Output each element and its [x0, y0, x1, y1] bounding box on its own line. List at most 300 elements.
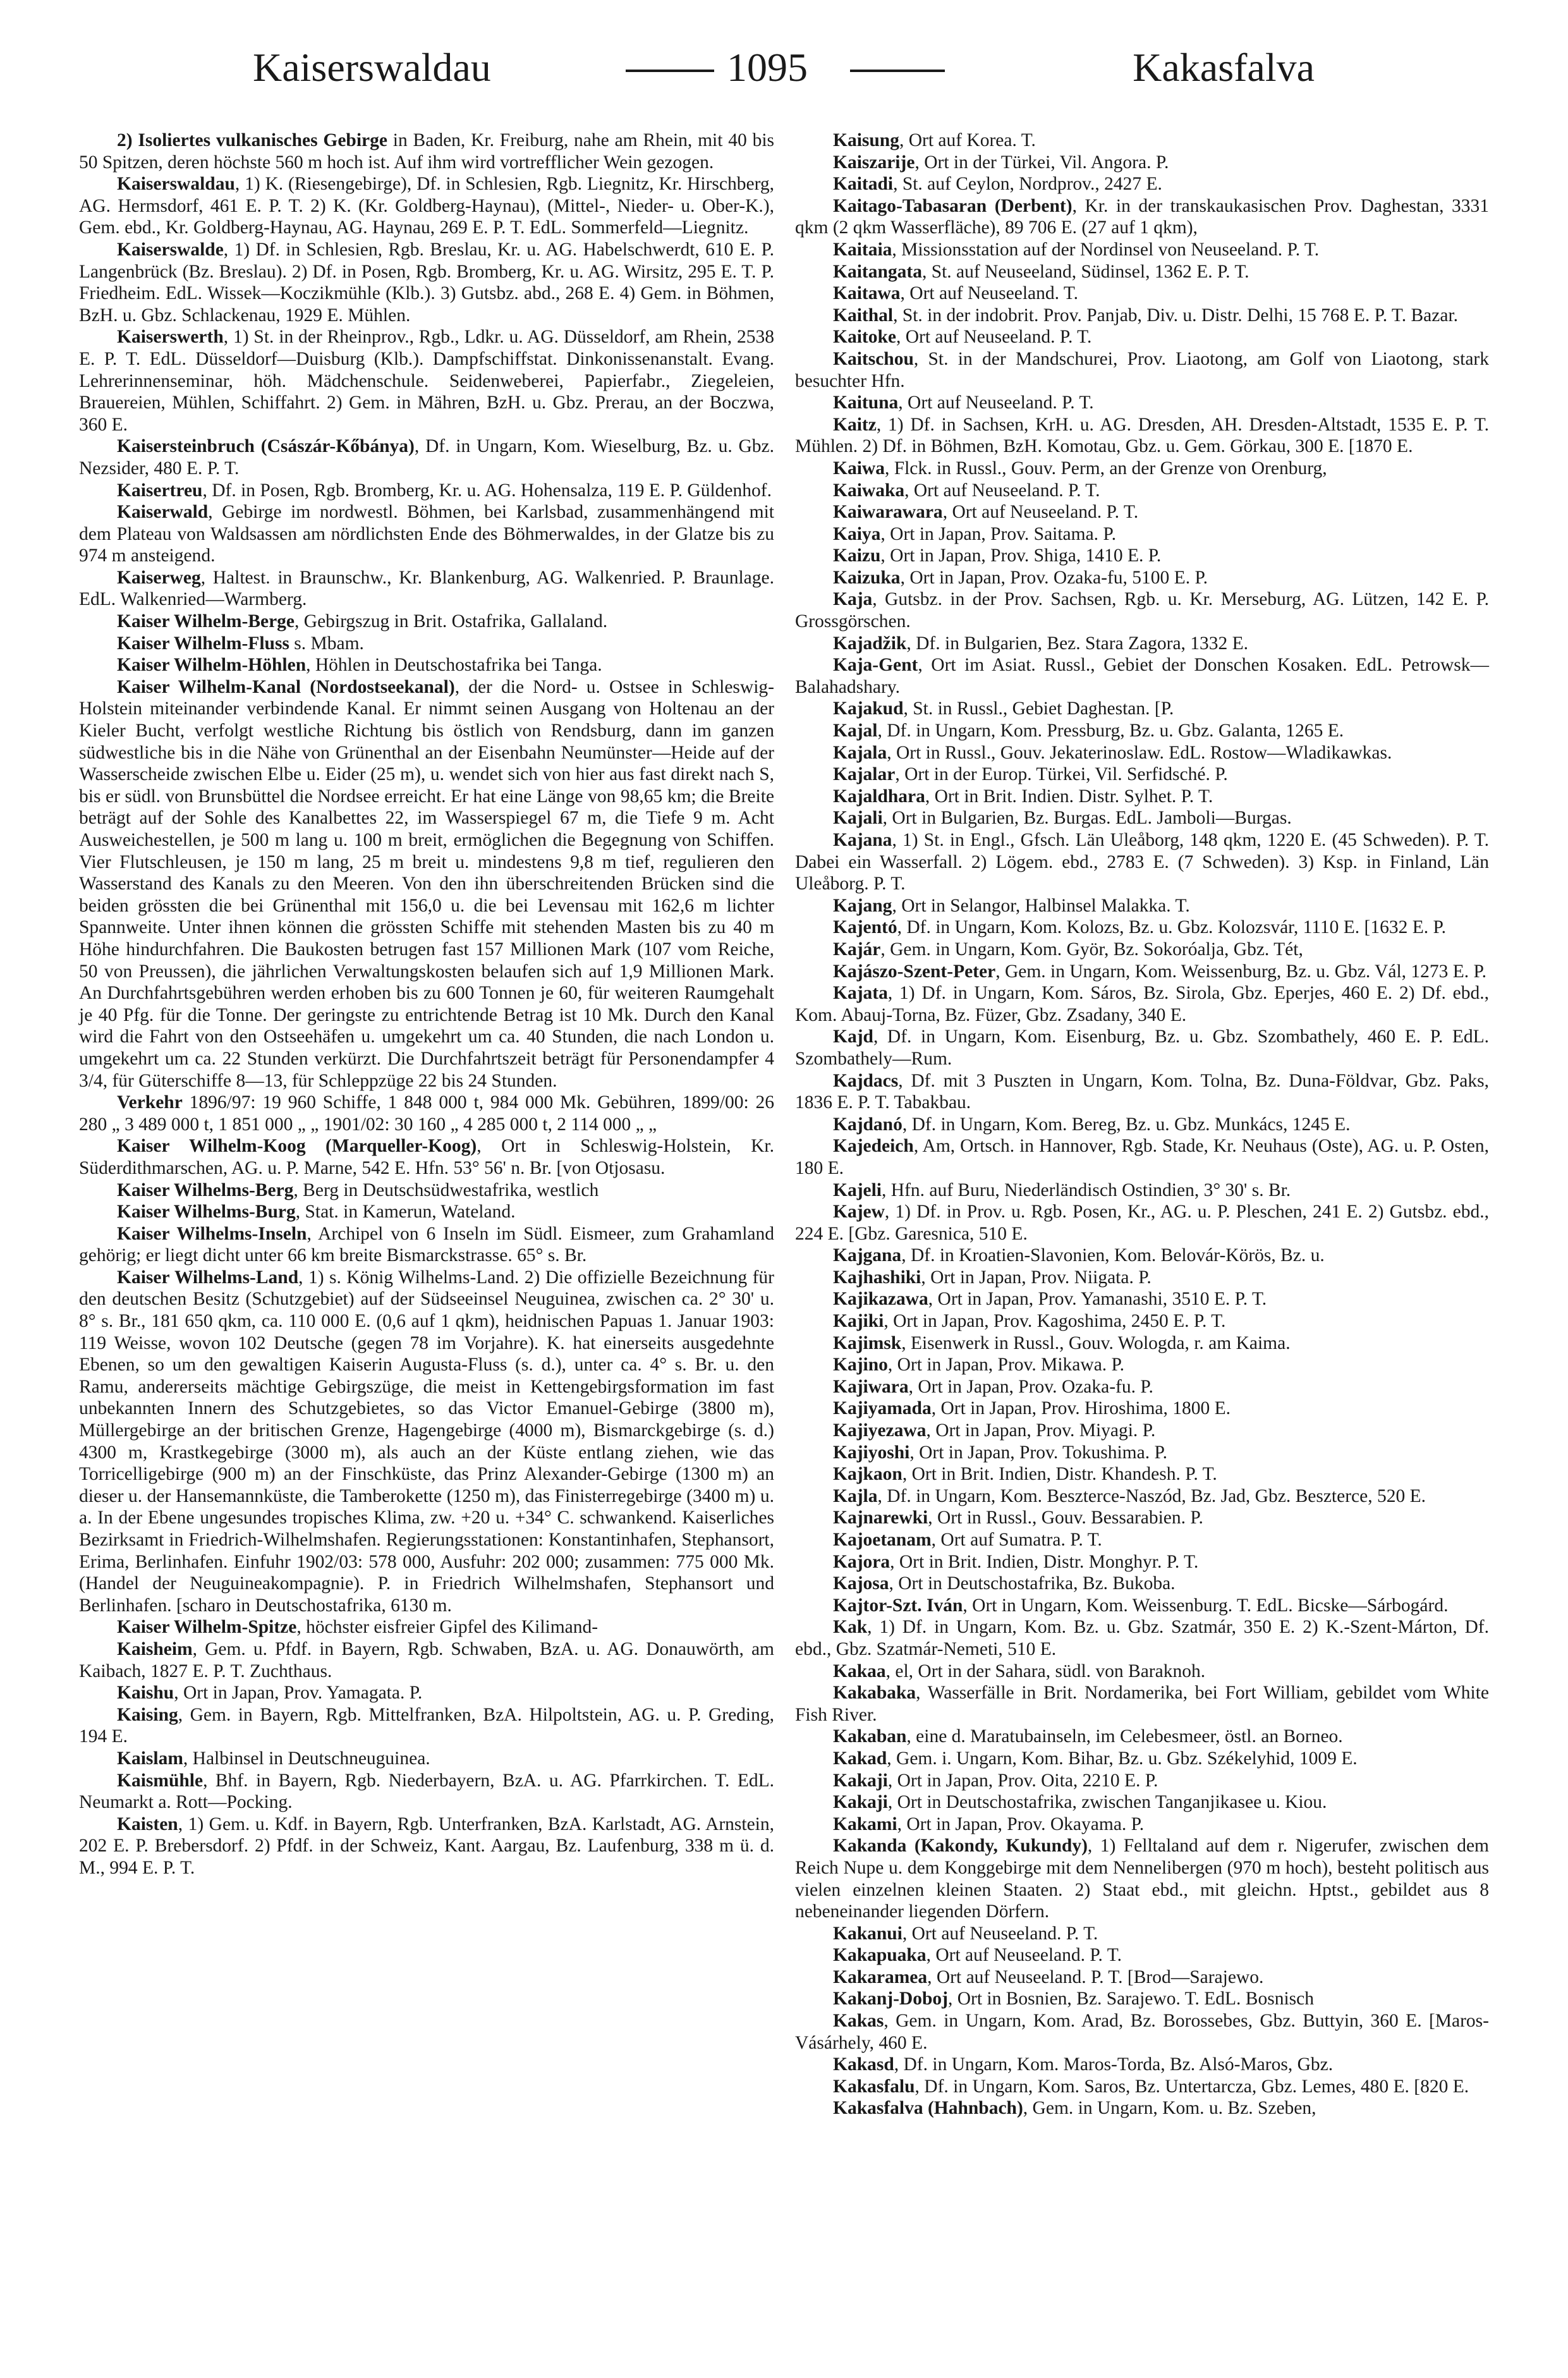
entry-headword: Kakapuaka [833, 1945, 927, 1966]
entry-text: , Berg in Deutschsüdwestafrika, westlich [293, 1180, 599, 1200]
entry-headword: Kajiwara [833, 1376, 909, 1397]
dictionary-entry [795, 1551, 1489, 1573]
dictionary-entry [795, 305, 1489, 327]
entry-headword: Kaiwaka [833, 480, 905, 501]
entry-text: , Missionsstation auf der Nordinsel von Neuseeland. P. T. [892, 239, 1320, 260]
entry-text: , Bhf. in Bayern, Rgb. Niederbayern, BzA. u. AG. Pfarrkirchen. T. EdL. Neumarkt a. Rott—Pocking. [79, 1770, 774, 1813]
dictionary-entry [79, 567, 774, 611]
dictionary-entry [795, 1180, 1489, 1202]
dictionary-entry [795, 1791, 1489, 1814]
dictionary-entry [795, 1463, 1489, 1485]
dictionary-entry [79, 633, 774, 655]
entry-text: , Flck. in Russl., Gouv. Perm, an der Grenze von Orenburg, [884, 458, 1327, 479]
dictionary-entry [795, 588, 1489, 632]
dictionary-entry [795, 567, 1489, 589]
dictionary-entry [795, 458, 1489, 480]
entry-text: , St. auf Ceylon, Nordprov., 2427 E. [893, 174, 1162, 195]
entry-text: , Ort auf Neuseeland. T. [900, 283, 1079, 304]
entry-headword: Kaja-Gent [833, 655, 918, 676]
entry-text: , 1) Df. in Sachsen, KrH. u. AG. Dresden, AH. Dresden-Altstadt, 1535 E. P. T. Mühlen. 2) Df. in Böhmen, BzH. Komotau, Gbz. u. Gem. Görkau, 300 E. [1870 E. [795, 414, 1489, 457]
entry-text: , St. in der indobrit. Prov. Panjab, Div. u. Distr. Delhi, 15 768 E. P. T. Bazar. [893, 305, 1459, 326]
dictionary-entry [795, 807, 1489, 829]
entry-text: , Ort in Brit. Indien, Distr. Khandesh. P. T. [902, 1464, 1217, 1485]
entry-text: , 1) s. König Wilhelms-Land. 2) Die offizielle Bezeichnung für den deutschen Besitz (Schutzgebiet) auf der Südseeinsel Neuguinea, zwischen ca. 2° 30' u. 8° s. Br., 181 650 qkm, ca. 110 000 E. (0,6 auf 1 qkm), heidnischen Papuas 1. Januar 1903: 119 Weisse, wovon 102 Deutsche (gegen 78 im Vorjahre). K. hat einerseits ausgedehnte Ebenen, so um den gewaltigen Kaiserin Augusta-Fluss (s. d.), unter ca. 4° s. Br. u. den Ramu, andererseits mächtige Gebirgszüge, die meist in Kettengebirgsformation im fast unbekannten Innern des Schutzgebietes, so das Victor Emanuel-Gebirge (3800 m), Müllergebirge an der britischen Grenze, Hagengebirge (4000 m), Bismarckgebirge (s. d.) 4300 m, Krastkegebirge (3000 m), als auch an der Küste entlang ziehen, wie das Torricelligebirge (900 m) an der Finschküste, das Prinz Alexander-Gebirge (1300 m) an dieser u. der Hansemannküste, die Tamberokette (1250 m), das Finisterregebirge (3400 m) u. a. In der Ebene ungesundes tropisches Klima, zw. +20 u. +34° C. schwankend. Kaiserliches Bezirksamt in Friedrich-Wilhelmshafen. Regierungsstationen: Konstantinhafen, Stephansort, Erima, Berlinhafen. Einfuhr 1902/03: 578 000, Ausfuhr: 202 000; zusammen: 775 000 Mk. (Handel der Neuguineakompagnie). P. in Friedrich Wilhelmshafen, Stephansort und Berlinhafen. [scharo in Deutschostafrika, 6130 m. [79, 1267, 775, 1616]
entry-text: , Df. in Ungarn, Kom. Beszterce-Naszód, Bz. Jad, Gbz. Beszterce, 520 E. [877, 1485, 1426, 1506]
entry-text: , Ort im Asiat. Russl., Gebiet der Donschen Kosaken. EdL. Petrowsk—Balahadshary. [795, 655, 1489, 697]
entry-text: in Baden, Kr. Freiburg, nahe am Rhein, mit 40 bis 50 Spitzen, deren höchste 560 m hoch ist. Auf ihm wird vortrefflicher Wein gezogen. [79, 130, 774, 173]
dictionary-entry [79, 173, 774, 239]
dictionary-entry [795, 1595, 1489, 1617]
entry-text: , Df. in Ungarn, Kom. Wieselburg, Bz. u. Gbz. Nezsider, 480 E. P. T. [79, 436, 774, 479]
dictionary-entry [795, 1398, 1489, 1420]
dictionary-entry [79, 1638, 774, 1682]
dictionary-entry [795, 829, 1489, 895]
entry-headword: Kajászo-Szent-Peter [833, 961, 996, 982]
entry-text: , Ort in Japan, Prov. Yamagata. P. [174, 1683, 423, 1704]
entry-text: , Ort auf Neuseeland. P. T. [Brod—Sarajewo. [927, 1966, 1264, 1987]
entry-text: , Df. in Posen, Rgb. Bromberg, Kr. u. AG. Hohensalza, 119 E. P. Güldenhof. [202, 480, 772, 501]
entry-text: , Ort in Bulgarien, Bz. Burgas. EdL. Jamboli—Burgas. [882, 808, 1292, 829]
entry-text: , Gem. i. Ungarn, Kom. Bihar, Bz. u. Gbz. Székelyhid, 1009 E. [887, 1748, 1358, 1769]
dictionary-entry [795, 173, 1489, 195]
entry-text: , 1) Felltaland auf dem r. Nigerufer, zwischen dem Reich Nupe u. dem Konggebirge mit dem Nennelibergen (970 m hoch), besteht politisch aus vielen einzelnen kleinen Staaten. 2) Staat ebd., mit gleichn. Hptst., gebildet aus 8 nebeneinander liegenden Dörfern. [795, 1836, 1489, 1922]
page-number: 1095 [727, 45, 808, 90]
entry-headword: Kaisheim [117, 1638, 193, 1659]
entry-headword: Kajal [833, 721, 878, 741]
dictionary-entry [79, 1704, 774, 1748]
entry-text: , Gebirgszug in Brit. Ostafrika, Gallaland. [295, 611, 608, 632]
dictionary-entry [795, 1661, 1489, 1683]
dictionary-entry [795, 720, 1489, 742]
entry-headword: Kajana [833, 830, 892, 850]
entry-headword: Kaizuka [833, 567, 901, 588]
entry-headword: Kaitawa [833, 283, 901, 304]
entry-headword: Kakaa [833, 1661, 886, 1681]
entry-headword: Kajhashiki [833, 1267, 921, 1288]
entry-headword: Kakaji [833, 1770, 888, 1791]
entry-headword: Kakasfalva (Hahnbach) [833, 2098, 1023, 2119]
dictionary-entry [79, 1814, 774, 1879]
entry-headword: Kajala [833, 742, 887, 763]
dictionary-entry [795, 1354, 1489, 1376]
dictionary-entry [795, 152, 1489, 174]
entry-headword: Kajosa [833, 1573, 889, 1594]
dictionary-entry [795, 414, 1489, 458]
header-dash-left [626, 70, 714, 72]
dictionary-entry [795, 982, 1489, 1026]
entry-text: , St. in der Mandschurei, Prov. Liaotong, am Golf von Liaotong, stark besuchter Hfn. [795, 348, 1489, 391]
entry-headword: Kajgana [833, 1245, 902, 1266]
entry-headword: Kajew [833, 1202, 885, 1223]
entry-text: , Höhlen in Deutschostafrika bei Tanga. [306, 655, 602, 676]
dictionary-entry [795, 545, 1489, 567]
dictionary-entry [795, 1748, 1489, 1770]
dictionary-entry [795, 348, 1489, 392]
dictionary-entry [79, 654, 774, 676]
dictionary-entry [795, 1682, 1489, 1726]
entry-headword: Kajaldhara [833, 786, 925, 807]
dictionary-entry [795, 1026, 1489, 1070]
entry-text: , 1) Df. in Ungarn, Kom. Bz. u. Gbz. Szatmár, 350 E. 2) K.-Szent-Márton, Df. ebd., Gbz. Szatmár-Nemeti, 510 E. [795, 1617, 1489, 1659]
entry-text: , Ort in Ungarn, Kom. Weissenburg. T. EdL. Bicske—Sárbogárd. [963, 1595, 1449, 1616]
dictionary-entry [795, 130, 1489, 152]
dictionary-entry [79, 1223, 774, 1267]
entry-headword: Kaitadi [833, 174, 894, 195]
entry-headword: Kakas [833, 2011, 884, 2032]
left-column [79, 130, 774, 1879]
dictionary-entry [795, 283, 1489, 305]
header-left-keyword: Kaiserswaldau [253, 45, 491, 90]
dictionary-entry [795, 1332, 1489, 1355]
entry-text: , Ort in Japan, Prov. Shiga, 1410 E. P. [880, 546, 1162, 566]
entry-headword: Kajiyoshi [833, 1442, 910, 1463]
dictionary-entry [795, 392, 1489, 414]
dictionary-entry [79, 436, 774, 479]
entry-headword: Kajali [833, 808, 883, 829]
entry-text: , Ort auf Sumatra. P. T. [931, 1530, 1102, 1550]
dictionary-entry [795, 480, 1489, 502]
entry-text: , 1) Df. in Ungarn, Kom. Sáros, Bz. Sirola, Gbz. Eperjes, 460 E. 2) Df. ebd., Kom. Abauj-Torna, Bz. Füzer, Gbz. Zsadany, 340 E. [795, 983, 1489, 1025]
dictionary-entry [795, 1529, 1489, 1551]
dictionary-entry [795, 1835, 1489, 1922]
dictionary-entry [79, 1092, 774, 1135]
entry-text: , Stat. in Kamerun, Wateland. [295, 1202, 516, 1223]
dictionary-entry [79, 1748, 774, 1770]
entry-headword: Kaithal [833, 305, 894, 326]
entry-text: , Ort in Japan, Prov. Kagoshima, 2450 E. P. T. [884, 1311, 1226, 1332]
entry-headword: Kajata [833, 983, 888, 1004]
dictionary-entry [795, 1507, 1489, 1529]
dictionary-entry [795, 939, 1489, 961]
entry-headword: Kaitangata [833, 261, 922, 282]
dictionary-entry [795, 523, 1489, 546]
entry-text: , Wasserfälle in Brit. Nordamerika, bei Fort William, gebildet vom White Fish River. [795, 1683, 1489, 1725]
entry-headword: Kajoetanam [833, 1530, 932, 1550]
dictionary-entry [795, 1726, 1489, 1748]
dictionary-entry [795, 1376, 1489, 1398]
dictionary-entry [795, 261, 1489, 283]
entry-text: , Gem. in Ungarn, Kom. Arad, Bz. Borossebes, Gbz. Buttyin, 360 E. [Maros-Vásárhely, 460 E. [795, 2011, 1489, 2053]
entry-headword: Kajkaon [833, 1464, 903, 1485]
entry-headword: Kaizu [833, 546, 881, 566]
dictionary-entry [795, 742, 1489, 764]
dictionary-entry [795, 1420, 1489, 1442]
entry-headword: Kajd [833, 1027, 873, 1047]
entry-headword: Verkehr [117, 1092, 183, 1113]
entry-text: , Eisenwerk in Russl., Gouv. Wologda, r. am Kaima. [901, 1332, 1291, 1353]
entry-text: , Ort auf Neuseeland. P. T. [926, 1945, 1122, 1966]
entry-headword: Kaislam [117, 1748, 183, 1769]
entry-headword: Kajeli [833, 1180, 882, 1200]
entry-headword: Kaishu [117, 1683, 174, 1704]
dictionary-entry [795, 1245, 1489, 1267]
dictionary-entry [795, 1770, 1489, 1792]
dictionary-entry [795, 654, 1489, 698]
entry-text: , Archipel von 6 Inseln im Südl. Eismeer, zum Grahamland gehörig; er liegt dicht unter 66 km breite Bismarckstrasse. 65° s. Br. [79, 1223, 774, 1266]
dictionary-entry [79, 1180, 774, 1202]
page-header [253, 44, 1315, 107]
entry-headword: Kaiserswaldau [117, 174, 235, 195]
entry-headword: Kajimsk [833, 1332, 902, 1353]
entry-headword: Kaiser Wilhelm-Fluss [117, 633, 289, 654]
dictionary-entry [79, 1267, 774, 1617]
entry-headword: Kaja [833, 589, 873, 610]
dictionary-entry [795, 2097, 1489, 2119]
entry-headword: Kajiyezawa [833, 1420, 927, 1441]
entry-text: , Ort in Russl., Gouv. Jekaterinoslaw. EdL. Rostow—Wladikawkas. [887, 742, 1392, 763]
entry-headword: Kakad [833, 1748, 887, 1769]
dictionary-entry [79, 501, 774, 567]
entry-text: , Ort auf Neuseeland. P. T. [902, 1923, 1098, 1944]
entry-text: , Ort in Japan, Prov. Tokushima. P. [909, 1442, 1167, 1463]
entry-text: , 1) Df. in Prov. u. Rgb. Posen, Kr., AG. u. P. Pleschen, 241 E. 2) Gutsbz. ebd., 224 E. [Gbz. Garesnica, 510 E. [795, 1202, 1489, 1244]
entry-text: , Halbinsel in Deutschneuguinea. [183, 1748, 430, 1769]
dictionary-entry [79, 326, 774, 436]
entry-headword: Kaising [117, 1704, 178, 1725]
entry-headword: Kaitaia [833, 239, 892, 260]
entry-headword: Kaiser Wilhelm-Berge [117, 611, 295, 632]
entry-headword: Kaiserweg [117, 567, 201, 588]
dictionary-entry [79, 1770, 774, 1814]
dictionary-entry [795, 895, 1489, 917]
entry-headword: Kaituna [833, 393, 899, 413]
entry-headword: Kakami [833, 1814, 897, 1834]
entry-headword: Kaisersteinbruch (Császár-Kőbánya) [117, 436, 415, 457]
entry-text: , Ort in Japan, Prov. Yamanashi, 3510 E. P. T. [928, 1289, 1267, 1310]
dictionary-entry [795, 326, 1489, 348]
entry-text: , Ort in Japan, Prov. Oita, 2210 E. P. [887, 1770, 1158, 1791]
entry-headword: Kaitago-Tabasaran (Derbent) [833, 195, 1073, 216]
entry-text: , Ort in Brit. Indien. Distr. Sylhet. P. T. [925, 786, 1213, 807]
dictionary-entry [795, 1573, 1489, 1595]
dictionary-entry [795, 786, 1489, 808]
entry-text: , Ort in Russl., Gouv. Bessarabien. P. [928, 1508, 1203, 1528]
entry-text: , Df. mit 3 Puszten in Ungarn, Kom. Tolna, Bz. Duna-Földvar, Gbz. Paks, 1836 E. P. T. Tabakbau. [795, 1070, 1489, 1113]
entry-text: , Ort auf Neuseeland. P. T. [942, 502, 1139, 523]
entry-headword: Kaiser Wilhelm-Kanal (Nordostseekanal) [117, 676, 455, 697]
entry-headword: Kajakud [833, 698, 904, 719]
entry-headword: Kaitz [833, 414, 877, 435]
entry-headword: Kajnarewki [833, 1508, 928, 1528]
dictionary-entry [795, 239, 1489, 261]
entry-headword: Kajtor-Szt. Iván [833, 1595, 963, 1616]
entry-headword: Kak [833, 1617, 868, 1638]
entry-headword: Kaiser Wilhelm-Spitze [117, 1617, 297, 1638]
entry-headword: Kakaji [833, 1792, 888, 1813]
dictionary-entry [795, 633, 1489, 655]
entry-headword: Kaitschou [833, 348, 914, 369]
dictionary-entry [795, 2076, 1489, 2098]
entry-text: , 1) K. (Riesengebirge), Df. in Schlesien, Rgb. Liegnitz, Kr. Hirschberg, AG. Hermsdorf, 461 E. P. T. 2) K. (Kr. Goldberg-Haynau), (Mittel-, Nieder- u. Ober-K.), Gem. ebd., Kr. Goldberg-Haynau, AG. Haynau, 269 E. P. T. EdL. Sommerfeld—Liegnitz. [79, 174, 774, 238]
entry-headword: Kakabaka [833, 1683, 916, 1704]
entry-headword: Kaiser Wilhelm-Höhlen [117, 655, 307, 676]
entry-headword: Kajdacs [833, 1070, 899, 1091]
entry-headword: Kajentó [833, 917, 897, 938]
entry-text: , Ort in Japan, Prov. Mikawa. P. [887, 1355, 1125, 1375]
entry-text: , Ort in der Europ. Türkei, Vil. Serfidsché. P. [895, 764, 1228, 785]
dictionary-entry [795, 501, 1489, 523]
entry-text: , Gem. in Ungarn, Kom. Györ, Bz. Sokoróalja, Gbz. Tét, [880, 939, 1303, 960]
entry-text: , Ort in Japan, Prov. Ozaka-fu, 5100 E. P. [900, 567, 1208, 588]
entry-text: , Ort in Japan, Prov. Saitama. P. [880, 523, 1116, 544]
entry-text: , Ort in der Türkei, Vil. Angora. P. [915, 152, 1169, 173]
entry-text: , St. auf Neuseeland, Südinsel, 1362 E. P. T. [921, 261, 1249, 282]
entry-text: , Gem. in Ungarn, Kom. u. Bz. Szeben, [1023, 2098, 1316, 2119]
entry-text: , Df. in Ungarn, Kom. Pressburg, Bz. u. Gbz. Galanta, 1265 E. [877, 721, 1344, 741]
dictionary-entry [79, 1616, 774, 1638]
entry-text: , Gem. in Bayern, Rgb. Mittelfranken, BzA. Hilpoltstein, AG. u. P. Greding, 194 E. [79, 1704, 774, 1747]
entry-text: , Ort in Deutschostafrika, zwischen Tanganjikasee u. Kiou. [887, 1792, 1327, 1813]
entry-headword: Kaiser Wilhelms-Burg [117, 1202, 296, 1223]
dictionary-entry [795, 1135, 1489, 1179]
entry-headword: Kakaramea [833, 1966, 928, 1987]
dictionary-entry [79, 1201, 774, 1223]
dictionary-entry [795, 1310, 1489, 1332]
entry-text: , Df. in Kroatien-Slavonien, Kom. Belovár-Körös, Bz. u. [901, 1245, 1325, 1266]
entry-headword: Kaiser Wilhelms-Inseln [117, 1223, 307, 1244]
entry-headword: Kaiserswerth [117, 327, 224, 348]
dictionary-entry [795, 917, 1489, 939]
entry-headword: Kajalar [833, 764, 896, 785]
entry-headword: Kajdanó [833, 1114, 903, 1135]
dictionary-entry [795, 1966, 1489, 1989]
entry-text: , Kr. in der transkaukasischen Prov. Daghestan, 3331 qkm (2 qkm Wasserfläche), 89 706 E. (27 auf 1 qkm), [795, 195, 1490, 238]
dictionary-entry [795, 1267, 1489, 1289]
right-column [795, 130, 1489, 2119]
entry-headword: Kakasfalu [833, 2076, 915, 2097]
entry-text: , Ort in Schleswig-Holstein, Kr. Süderdithmarschen, AG. u. P. Marne, 542 E. Hfn. 53° 56' n. Br. [von Otjosasu. [79, 1136, 774, 1178]
entry-text: , Ort in Selangor, Halbinsel Malakka. T. [892, 895, 1190, 916]
entry-headword: Kaiwarawara [833, 502, 943, 523]
entry-text: , 1) Df. in Schlesien, Rgb. Breslau, Kr. u. AG. Habelschwerdt, 610 E. P. Langenbrück (Bz. Breslau). 2) Df. in Posen, Rgb. Bromberg, Kr. u. AG. Wirsitz, 295 E. T. P. Friedheim. EdL. Wissek—Koczikmühle (Klb.). 3) Gutsbz. abd., 268 E. 4) Gem. in Böhmen, BzH. u. Gbz. Schlackenau, 1929 E. Mühlen. [79, 239, 774, 326]
entry-headword: Kajiki [833, 1311, 884, 1332]
entry-headword: Kakaban [833, 1726, 907, 1747]
entry-text: , Gebirge im nordwestl. Böhmen, bei Karlsbad, zusammenhängend mit dem Plateau von Waldsassen am nördlichsten Ende des Böhmerwaldes, in der Glatze bis zu 974 m ansteigend. [79, 502, 774, 566]
entry-text: , Df. in Ungarn, Kom. Kolozs, Bz. u. Gbz. Kolozsvár, 1110 E. [1632 E. P. [897, 917, 1446, 938]
entry-text: , Gem. in Ungarn, Kom. Weissenburg, Bz. u. Gbz. Vál, 1273 E. P. [995, 961, 1487, 982]
entry-headword: 2) Isoliertes vulkanisches Gebirge [117, 130, 387, 150]
entry-headword: Kaiwa [833, 458, 885, 479]
entry-text: s. Mbam. [289, 633, 364, 654]
entry-text: , Gem. u. Pfdf. in Bayern, Rgb. Schwaben, BzA. u. AG. Donauwörth, am Kaibach, 1827 E. P. T. Zuchthaus. [79, 1638, 774, 1681]
entry-headword: Kaiser Wilhelms-Land [117, 1267, 299, 1288]
entry-text: , St. in Russl., Gebiet Daghestan. [P. [903, 698, 1174, 719]
dictionary-entry [795, 961, 1489, 983]
entry-headword: Kaismühle [117, 1770, 204, 1791]
dictionary-entry [795, 1814, 1489, 1836]
dictionary-entry [795, 1923, 1489, 1945]
entry-headword: Kaiserwald [117, 502, 209, 523]
dictionary-entry [79, 239, 774, 326]
entry-text: , Df. in Ungarn, Kom. Bereg, Bz. u. Gbz. Munkács, 1245 E. [902, 1114, 1351, 1135]
dictionary-entry [795, 1442, 1489, 1464]
dictionary-entry [795, 1114, 1489, 1136]
entry-headword: Kajedeich [833, 1136, 914, 1157]
entry-headword: Kajla [833, 1485, 878, 1506]
dictionary-entry [79, 676, 774, 1092]
entry-headword: Kajora [833, 1551, 890, 1572]
entry-text: , Df. in Ungarn, Kom. Eisenburg, Bz. u. Gbz. Szombathely, 460 E. P. EdL. Szombathely—Rum. [795, 1027, 1489, 1069]
dictionary-entry [795, 1485, 1489, 1508]
dictionary-entry [795, 1201, 1489, 1245]
entry-text: , der die Nord- u. Ostsee in Schleswig-Holstein miteinander verbindende Kanal. Er nimmt seinen Ausgang von Holtenau an der Kieler Bucht, verfolgt westliche Richtung bis östlich von Rendsburg, dann im ganzen südwestliche bis in die Nähe von Grünenthal an der Eisenbahn Neumünster—Heide auf der Wasserscheide zwischen Elbe u. Eider (25 m), u. wendet sich von hier aus fast direkt nach S, bis er südl. von Brunsbüttel die Nordsee erreicht. Er hat eine Länge von 98,65 km; die Breite beträgt auf der Sohle des Kanalbettes 22, im Wasserspiegel 67 m, die Tiefe 9 m. Acht Ausweichestellen, je 500 m lang u. 100 m breit, ermöglichen die Begegnung von Schiffen. Vier Flutschleusen, je 150 m lang, 25 m breit u. mindestens 9,8 m tief, regulieren den Wasserstand des Kanals zu den Meeren. Von den ihn überschreitenden Brücken sind die beiden grössten die bei Grünenthal mit 156,0 u. die bei Levensau mit 162,6 m lichter Spannweite. Unter ihnen können die grössten Schiffe mit stehenden Masten bis zu 40 m Höhe hindurchfahren. Die Baukosten betrugen fast 157 Millionen Mark (107 vom Reiche, 50 von Preussen), die jährlichen Verwaltungskosten belaufen sich auf 1,9 Millionen Mark. An Durchfahrtsgebühren werden erhoben bis zu 600 Tonnen je 60, für weiteren Raumgehalt je 40 Pfg. für die Tonne. Der geringste zu entrichtende Betrag ist 10 Mk. Durch den Kanal wird die Fahrt von den Ostseehäfen u. umgekehrt um ca. 40 Stunden, die nach London u. umgekehrt um ca. 22 Stunden verkürzt. Die Durchfahrtszeit beträgt für Personendampfer 4 3/4, für Güterschiffe 8—13, für Schleppzüge 22 bis 24 Stunden. [79, 676, 774, 1091]
entry-text: , el, Ort in der Sahara, südl. von Baraknoh. [885, 1661, 1206, 1681]
header-dash-right [850, 70, 945, 72]
dictionary-entry [79, 480, 774, 502]
entry-text: , eine d. Maratubainseln, im Celebesmeer, östl. an Borneo. [906, 1726, 1343, 1747]
entry-text: , Ort in Bosnien, Bz. Sarajewo. T. EdL. Bosnisch [947, 1989, 1314, 2009]
entry-headword: Kajiyamada [833, 1398, 932, 1419]
entry-text: , Ort auf Korea. T. [899, 130, 1036, 150]
entry-text: , Df. in Bulgarien, Bez. Stara Zagora, 1332 E. [906, 633, 1249, 654]
entry-text: , Ort in Brit. Indien, Distr. Monghyr. P. T. [890, 1551, 1199, 1572]
entry-text: , Hfn. auf Buru, Niederländisch Ostindien, 3° 30' s. Br. [882, 1180, 1291, 1200]
dictionary-entry [795, 1944, 1489, 1966]
entry-headword: Kakasd [833, 2054, 894, 2075]
entry-text: , Gutsbz. in der Prov. Sachsen, Rgb. u. Kr. Merseburg, AG. Lützen, 142 E. P. Grossgörschen. [795, 589, 1489, 632]
entry-headword: Kajadžik [833, 633, 907, 654]
entry-headword: Kajino [833, 1355, 888, 1375]
dictionary-entry [79, 1682, 774, 1704]
entry-text: , Ort in Japan, Prov. Niigata. P. [921, 1267, 1152, 1288]
header-right-keyword: Kakasfalva [1133, 45, 1315, 90]
entry-text: , Ort auf Neuseeland. P. T. [904, 480, 1100, 501]
entry-headword: Kajár [833, 939, 881, 960]
entry-text: , Ort in Japan, Prov. Okayama. P. [897, 1814, 1145, 1834]
dictionary-entry [79, 1135, 774, 1179]
entry-headword: Kaitoke [833, 327, 896, 348]
entry-text: , Ort in Japan, Prov. Miyagi. P. [926, 1420, 1156, 1441]
dictionary-entry [795, 1988, 1489, 2010]
entry-text: , Ort in Japan, Prov. Hiroshima, 1800 E. [931, 1398, 1231, 1419]
dictionary-entry [795, 1288, 1489, 1310]
entry-headword: Kaiserswalde [117, 239, 224, 260]
entry-text: , 1) Gem. u. Kdf. in Bayern, Rgb. Unterfranken, BzA. Karlstadt, AG. Arnstein, 202 E. P. Brebersdorf. 2) Pfdf. in der Schweiz, Kant. Aargau, Bz. Laufenburg, 338 m ü. d. M., 994 E. P. T. [79, 1814, 774, 1878]
entry-headword: Kakanui [833, 1923, 903, 1944]
entry-headword: Kaisung [833, 130, 899, 150]
entry-text: , Ort auf Neuseeland. P. T. [896, 327, 1092, 348]
entry-headword: Kaiser Wilhelm-Koog (Marqueller-Koog) [117, 1136, 477, 1157]
dictionary-entry [795, 2010, 1489, 2054]
entry-text: , Haltest. in Braunschw., Kr. Blankenburg, AG. Walkenried. P. Braunlage. EdL. Walkenried—Warmberg. [79, 567, 774, 610]
entry-headword: Kaiser Wilhelms-Berg [117, 1180, 294, 1200]
entry-headword: Kaiya [833, 523, 881, 544]
dictionary-entry [795, 698, 1489, 720]
entry-text: , 1) St. in Engl., Gfsch. Län Uleåborg, 148 qkm, 1220 E. (45 Schweden). P. T. Dabei ein Wasserfall. 2) Lögem. ebd., 2783 E. (7 Schweden). 3) Ksp. in Finland, Län Uleåborg. P. T. [795, 830, 1489, 894]
dictionary-entry [79, 611, 774, 633]
entry-headword: Kajikazawa [833, 1289, 928, 1310]
entry-text: , Df. in Ungarn, Kom. Saros, Bz. Untertarcza, Gbz. Lemes, 480 E. [820 E. [915, 2076, 1469, 2097]
entry-text: , Ort auf Neuseeland. P. T. [898, 393, 1094, 413]
entry-text: , Am, Ortsch. in Hannover, Rgb. Stade, Kr. Neuhaus (Oste), AG. u. P. Osten, 180 E. [795, 1136, 1489, 1178]
entry-headword: Kakanj-Doboj [833, 1989, 948, 2009]
dictionary-entry [795, 195, 1489, 239]
dictionary-entry [795, 2054, 1489, 2076]
entry-text: , 1) St. in der Rheinprov., Rgb., Ldkr. u. AG. Düsseldorf, am Rhein, 2538 E. P. T. EdL. Düsseldorf—Duisburg (Klb.). Dampfschiffstat. Dinkonissenanstalt. Evang. Lehrerinnenseminar, höh. Mädchenschule. Seidenweberei, Papierfabr., Ziegeleien, Brauereien, Mühlen, Schiffahrt. 2) Gem. in Mähren, BzH. u. Gbz. Prerau, an der Boczwa, 360 E. [79, 327, 774, 435]
entry-headword: Kajang [833, 895, 892, 916]
dictionary-entry [79, 130, 774, 173]
entry-headword: Kaisten [117, 1814, 178, 1834]
dictionary-entry [795, 1616, 1489, 1660]
entry-text: , Ort in Deutschostafrika, Bz. Bukoba. [889, 1573, 1176, 1594]
entry-text: , Ort in Japan, Prov. Ozaka-fu. P. [908, 1376, 1153, 1397]
dictionary-entry [795, 764, 1489, 786]
entry-text: , höchster eisfreier Gipfel des Kilimand- [296, 1617, 599, 1638]
entry-headword: Kakanda (Kakondy, Kukundy) [833, 1836, 1088, 1857]
entry-text: , Df. in Ungarn, Kom. Maros-Torda, Bz. Alsó-Maros, Gbz. [894, 2054, 1334, 2075]
entry-text: 1896/97: 19 960 Schiffe, 1 848 000 t, 984 000 Mk. Gebühren, 1899/00: 26 280 „ 3 489 000 t, 1 851 000 „ „ 1901/02: 30 160 „ 4 285 000 t, 2 114 000 „ „ [79, 1092, 774, 1135]
entry-headword: Kaisertreu [117, 480, 203, 501]
